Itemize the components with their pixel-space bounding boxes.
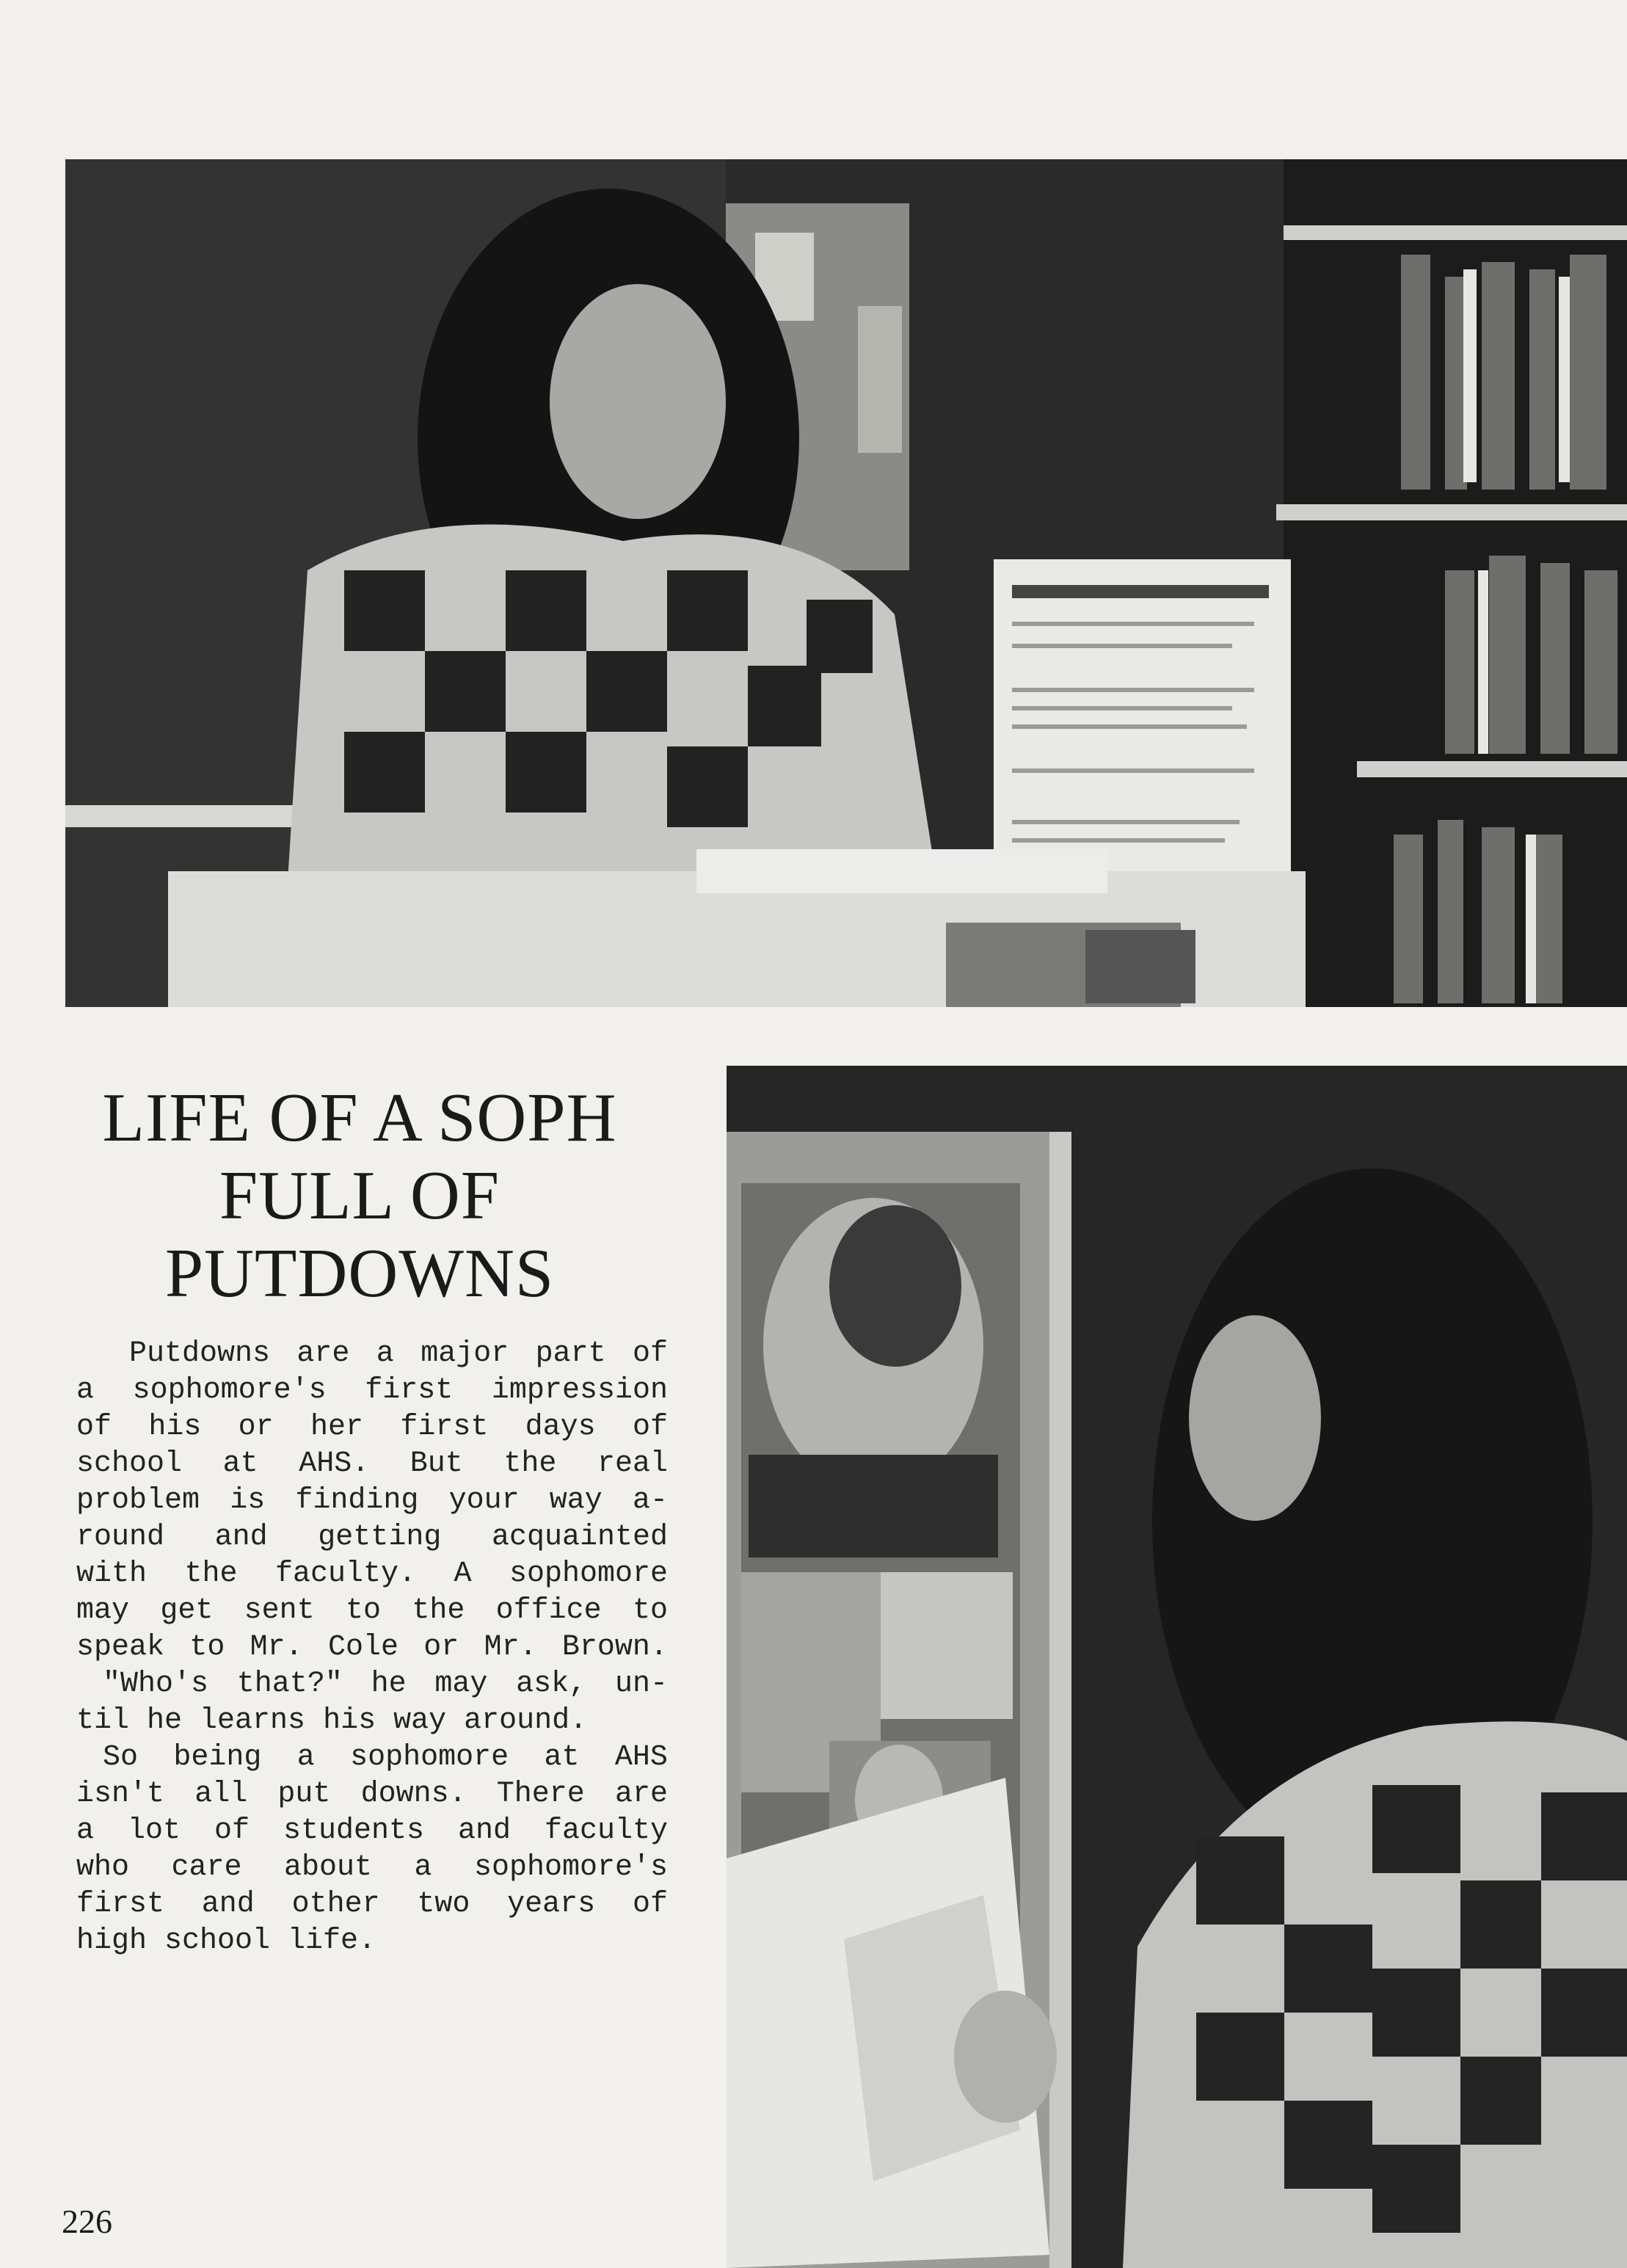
article-word: round	[76, 1521, 165, 1554]
article-word: a	[76, 1814, 95, 1847]
article-word: all	[194, 1778, 248, 1811]
article-word: that?"	[236, 1668, 343, 1701]
article-word: he	[147, 1704, 183, 1737]
article-line	[76, 1373, 668, 1409]
article-line	[76, 1593, 668, 1629]
article-line	[76, 1886, 668, 1923]
article-word: life.	[288, 1924, 376, 1958]
article-word: major	[421, 1337, 509, 1370]
article-word: with	[76, 1558, 148, 1591]
article-word: But	[410, 1447, 463, 1480]
article-word: the	[412, 1594, 465, 1627]
article-word: Putdowns	[129, 1337, 271, 1370]
photo-card-catalog-image	[65, 159, 1627, 1007]
article-line	[76, 1446, 668, 1483]
article-word: around.	[464, 1704, 588, 1737]
article-line	[76, 1813, 668, 1850]
article-word: are	[614, 1778, 668, 1811]
article-line	[76, 1336, 668, 1373]
article-word: get	[160, 1594, 214, 1627]
article-word: who	[76, 1851, 130, 1884]
headline-line-1: LIFE OF A SOPH	[102, 1080, 617, 1156]
article-line	[76, 1703, 668, 1740]
article-word: may	[76, 1594, 130, 1627]
article-word: learns	[200, 1704, 306, 1737]
article-word: the	[503, 1447, 557, 1480]
article-word: school	[76, 1447, 183, 1480]
article-line	[76, 1556, 668, 1593]
article-word: sophomore	[509, 1558, 668, 1591]
article-word: downs.	[360, 1778, 467, 1811]
article-word: faculty	[544, 1814, 668, 1847]
article-word: and	[201, 1888, 255, 1921]
article-word: way	[549, 1484, 603, 1517]
article-word: first	[76, 1888, 165, 1921]
article-word: of	[76, 1411, 112, 1444]
article-word: AHS.	[299, 1447, 370, 1480]
article-word: sophomore's	[473, 1851, 668, 1884]
article-word: is	[230, 1484, 266, 1517]
article-word: and	[214, 1521, 268, 1554]
article-word: un-	[614, 1668, 668, 1701]
article-word: part	[535, 1337, 606, 1370]
article-word: speak	[76, 1631, 165, 1664]
page-number: 226	[62, 2203, 112, 2240]
article-word: sophomore	[350, 1741, 509, 1774]
article-word: put	[277, 1778, 331, 1811]
article-word: high	[76, 1924, 148, 1958]
article-word: being	[173, 1741, 262, 1774]
article-word: impression	[491, 1374, 668, 1407]
article-word: care	[171, 1851, 242, 1884]
article-word: first	[365, 1374, 454, 1407]
article-line	[76, 1776, 668, 1813]
article-word: Mr.	[250, 1631, 303, 1664]
headline-line-2: FULL OF	[219, 1157, 501, 1234]
article-word: of	[632, 1411, 668, 1444]
article-word: isn't	[76, 1778, 165, 1811]
article-word: sophomore's	[132, 1374, 327, 1407]
article-word: faculty.	[274, 1558, 416, 1591]
article-word: days	[525, 1411, 596, 1444]
article-word: to	[632, 1594, 668, 1627]
article-line	[76, 1666, 668, 1703]
article-line	[76, 1740, 668, 1776]
headline-line-3: PUTDOWNS	[164, 1235, 555, 1312]
article-word: and	[457, 1814, 511, 1847]
photo-reading-student	[727, 1066, 1627, 2268]
article-word: getting	[318, 1521, 442, 1554]
article-word: of	[632, 1337, 668, 1370]
article-word: two	[417, 1888, 470, 1921]
article-word: of	[632, 1888, 668, 1921]
article-word: So	[103, 1741, 139, 1774]
article-word: to	[345, 1594, 381, 1627]
article-word: Mr.	[484, 1631, 537, 1664]
article-word: a	[296, 1741, 315, 1774]
article-line	[76, 1409, 668, 1446]
article-word: are	[296, 1337, 350, 1370]
article-word: sent	[244, 1594, 315, 1627]
article-word: a-	[632, 1484, 668, 1517]
article-word: a	[76, 1374, 95, 1407]
article-line	[76, 1629, 668, 1666]
photo-reading-student-image	[727, 1066, 1627, 2268]
article-word: about	[283, 1851, 372, 1884]
article-word: Brown.	[561, 1631, 668, 1664]
article-word: "Who's	[103, 1668, 209, 1701]
article-word: of	[214, 1814, 250, 1847]
article-word: a	[376, 1337, 394, 1370]
article-word: way	[393, 1704, 447, 1737]
headline	[29, 1079, 690, 1312]
article-word: AHS	[614, 1741, 668, 1774]
article-word: A	[454, 1558, 472, 1591]
article-word: lot	[127, 1814, 181, 1847]
article-word: problem	[76, 1484, 200, 1517]
article-word: a	[414, 1851, 432, 1884]
article-line	[76, 1923, 668, 1960]
article-word: Cole	[327, 1631, 398, 1664]
article-word: at	[222, 1447, 258, 1480]
article-word: years	[507, 1888, 596, 1921]
article-word: his	[148, 1411, 202, 1444]
article-word: to	[189, 1631, 225, 1664]
article-word: or	[423, 1631, 459, 1664]
article-body	[76, 1336, 668, 1960]
article-word: acquainted	[491, 1521, 668, 1554]
article-word: may	[434, 1668, 488, 1701]
article-word: There	[496, 1778, 585, 1811]
article-line	[76, 1519, 668, 1556]
article-word: ask,	[516, 1668, 587, 1701]
article-word: til	[76, 1704, 130, 1737]
article-word: real	[597, 1447, 668, 1480]
article-word: the	[184, 1558, 238, 1591]
photo-card-catalog	[65, 159, 1627, 1007]
article-word: students	[283, 1814, 424, 1847]
article-word: office	[495, 1594, 602, 1627]
article-line	[76, 1483, 668, 1519]
article-word: he	[371, 1668, 407, 1701]
article-word: other	[291, 1888, 380, 1921]
article-word: his	[323, 1704, 376, 1737]
article-word: at	[544, 1741, 580, 1774]
article-line	[76, 1850, 668, 1886]
article-word: your	[448, 1484, 520, 1517]
article-word: her	[310, 1411, 363, 1444]
article-word: finding	[295, 1484, 419, 1517]
article-word: first	[400, 1411, 489, 1444]
article-word: or	[238, 1411, 274, 1444]
article-word: school	[164, 1924, 271, 1958]
